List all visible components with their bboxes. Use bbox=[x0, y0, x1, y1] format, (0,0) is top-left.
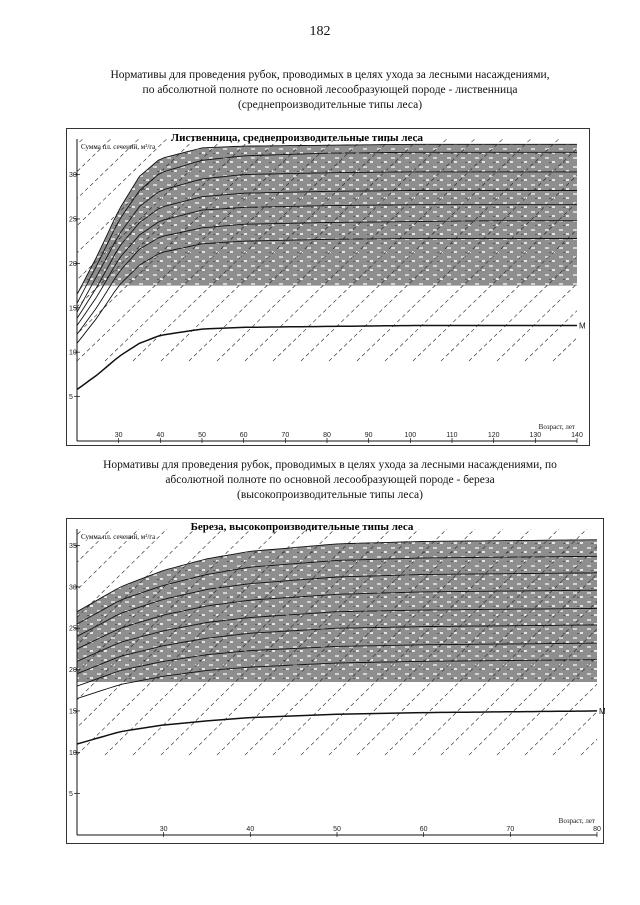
x-axis-label: Возраст, лет bbox=[538, 423, 575, 431]
x-tick-label: 50 bbox=[198, 432, 206, 439]
x-tick-label: 130 bbox=[529, 432, 542, 439]
dashed-guide bbox=[581, 129, 640, 361]
x-tick-label: 100 bbox=[404, 432, 417, 439]
x-tick-label: 30 bbox=[114, 432, 123, 439]
dashed-guide bbox=[0, 129, 93, 361]
chart-title: Береза, высокопроизводительные типы леса bbox=[190, 521, 414, 533]
dashed-guide bbox=[609, 519, 640, 755]
x-tick-label: 90 bbox=[364, 432, 373, 439]
series-line-0 bbox=[77, 711, 597, 744]
dashed-guide bbox=[0, 519, 65, 755]
y-tick-label: 20 bbox=[69, 260, 77, 268]
y-tick-label: 30 bbox=[69, 172, 77, 180]
x-tick-label: 40 bbox=[156, 432, 165, 439]
y-tick-label: 30 bbox=[69, 584, 77, 592]
x-tick-label: 60 bbox=[419, 826, 428, 833]
larch-chart-svg bbox=[67, 129, 589, 445]
dashed-guide bbox=[0, 519, 37, 755]
x-axis-label: Возраст, лет bbox=[558, 817, 595, 825]
min-line-label: М bbox=[579, 321, 586, 331]
dashed-guide bbox=[0, 129, 9, 361]
dashed-guide bbox=[0, 129, 37, 361]
dashed-guide bbox=[0, 129, 65, 361]
x-tick-label: 50 bbox=[333, 826, 341, 833]
x-tick-label: 70 bbox=[506, 826, 515, 833]
y-tick-label: 15 bbox=[69, 708, 77, 716]
y-tick-label: 35 bbox=[69, 543, 77, 551]
x-tick-label: 80 bbox=[323, 432, 331, 439]
y-tick-label: 25 bbox=[69, 216, 77, 224]
x-tick-label: 110 bbox=[446, 432, 458, 439]
dashed-guide bbox=[0, 519, 9, 755]
y-tick-label: 20 bbox=[69, 667, 77, 675]
y-tick-label: 10 bbox=[69, 749, 77, 757]
x-tick-label: 30 bbox=[159, 826, 168, 833]
dashed-guide bbox=[609, 129, 640, 361]
x-tick-label: 80 bbox=[593, 826, 601, 833]
chart2-caption bbox=[60, 458, 600, 503]
y-axis-label: Сумма пл. сечений, м²/га bbox=[81, 533, 156, 541]
x-tick-label: 70 bbox=[281, 432, 290, 439]
x-tick-label: 120 bbox=[487, 432, 500, 439]
caption-line: (среднепроизводительные типы леса) bbox=[237, 99, 423, 111]
caption-line: (высокопроизводительные типы леса) bbox=[237, 489, 423, 501]
y-axis-label: Сумма пл. сечений, м²/га bbox=[81, 143, 156, 151]
min-line-label: М bbox=[599, 706, 606, 716]
birch-chart bbox=[66, 518, 604, 844]
cutting-zone-band bbox=[77, 144, 577, 294]
series-line-0 bbox=[77, 326, 577, 390]
x-tick-label: 60 bbox=[239, 432, 248, 439]
caption-line: Нормативы для проведения рубок, проводимых в целях ухода за лесными насаждениями, по bbox=[103, 459, 557, 471]
caption-line: по абсолютной полноте по основной лесообразующей породе - лиственница bbox=[142, 84, 518, 96]
y-tick-label: 10 bbox=[69, 349, 77, 357]
y-tick-label: 5 bbox=[69, 791, 73, 799]
chart-title: Лиственница, среднепроизводительные типы леса bbox=[170, 132, 424, 144]
y-tick-label: 25 bbox=[69, 625, 77, 633]
y-tick-label: 15 bbox=[69, 305, 77, 313]
page-number: 182 bbox=[309, 24, 331, 39]
caption-line: Нормативы для проведения рубок, проводимых в целях ухода за лесными насаждениями, bbox=[110, 69, 550, 81]
y-tick-label: 5 bbox=[69, 394, 73, 402]
x-tick-label: 140 bbox=[571, 432, 583, 439]
chart1-caption bbox=[60, 68, 600, 113]
caption-line: абсолютной полноте по основной лесообразующей породе - береза bbox=[165, 474, 495, 486]
x-tick-label: 40 bbox=[246, 826, 255, 833]
larch-chart bbox=[66, 128, 590, 446]
birch-chart-svg bbox=[67, 519, 606, 843]
